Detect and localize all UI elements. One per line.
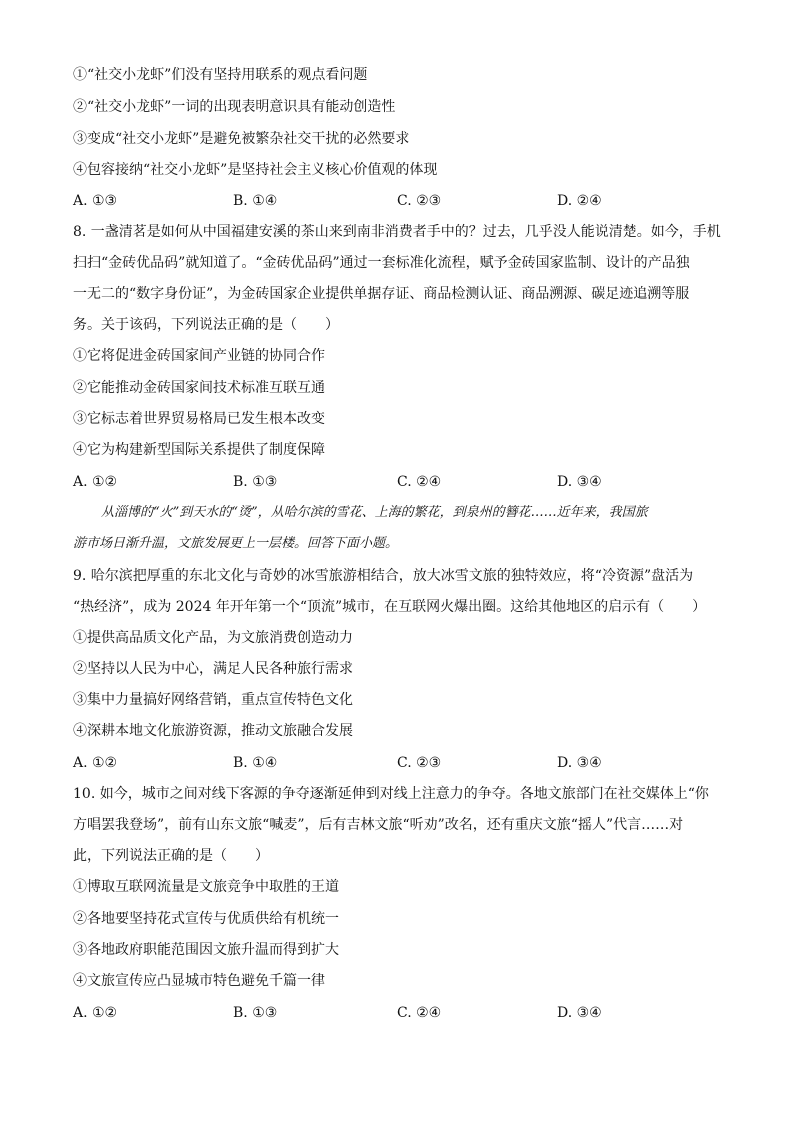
- q9-option-b: B. ①④: [233, 755, 278, 771]
- q7-option-b: B. ①④: [233, 193, 278, 209]
- q8-statement-1: ①它将促进金砖国家间产业链的协同合作: [73, 348, 325, 364]
- q9-option-d: D. ③④: [557, 755, 602, 771]
- q7-option-a: A. ①③: [73, 193, 118, 209]
- q10-option-b: B. ①③: [233, 1005, 278, 1021]
- q10-stem-line-2: 方唱罢我登场”，前有山东文旅“喊麦”，后有吉林文旅“听劝”改名，还有重庆文旅“摇人”代言……对: [73, 817, 684, 833]
- q10-option-c: C. ②④: [397, 1005, 442, 1021]
- material-line-1: 从淄博的“火”到天水的“烫”，从哈尔滨的雪花、上海的繁花，到泉州的簪花……近年来，我国旅: [101, 505, 648, 520]
- q7-statement-2: ②“社交小龙虾”一词的出现表明意识具有能动创造性: [73, 99, 396, 115]
- q7-statement-3: ③变成“社交小龙虾”是避免被繁杂社交干扰的必然要求: [73, 131, 410, 147]
- material-line-2: 游市场日渐升温，文旅发展更上一层楼。回答下面小题。: [73, 536, 399, 551]
- q10-stem-line-1: 10. 如今，城市之间对线下客源的争夺逐渐延伸到对线上注意力的争夺。各地文旅部门在社交媒体上“你: [73, 786, 709, 802]
- q7-option-d: D. ②④: [557, 193, 602, 209]
- q9-statement-2: ②坚持以人民为中心，满足人民各种旅行需求: [73, 661, 353, 677]
- q8-option-b: B. ①③: [233, 474, 278, 490]
- q8-option-c: C. ②④: [397, 474, 442, 490]
- q10-stem-line-3: 此，下列说法正确的是（ ）: [73, 848, 269, 864]
- q9-stem-line-1: 9. 哈尔滨把厚重的东北文化与奇妙的冰雪旅游相结合，放大冰雪文旅的独特效应，将“冷资源”盘活为: [73, 568, 694, 584]
- q8-option-d: D. ③④: [557, 474, 602, 490]
- q9-stem-line-2: “热经济”，成为 2024 年开年第一个“顶流”城市，在互联网火爆出圈。这给其他地区的启示有（ ）: [73, 599, 707, 615]
- q8-statement-3: ③它标志着世界贸易格局已发生根本改变: [73, 411, 325, 427]
- q8-stem-line-1: 8. 一盏清茗是如何从中国福建安溪的茶山来到南非消费者手中的？过去，几乎没人能说清楚。如今，手机: [73, 224, 721, 240]
- q9-option-a: A. ①②: [73, 755, 118, 771]
- q9-statement-4: ④深耕本地文化旅游资源，推动文旅融合发展: [73, 723, 353, 739]
- q10-statement-3: ③各地政府职能范围因文旅升温而得到扩大: [73, 942, 339, 958]
- q8-stem-line-4: 务。关于该码，下列说法正确的是（ ）: [73, 317, 339, 333]
- q8-statement-2: ②它能推动金砖国家间技术标准互联互通: [73, 380, 325, 396]
- q7-statement-4: ④包容接纳“社交小龙虾”是坚持社会主义核心价值观的体现: [73, 162, 438, 178]
- q10-option-d: D. ③④: [557, 1005, 602, 1021]
- q10-statement-2: ②各地要坚持花式宣传与优质供给有机统一: [73, 911, 339, 927]
- q7-statement-1: ①“社交小龙虾”们没有坚持用联系的观点看问题: [73, 67, 368, 83]
- q8-stem-line-2: 扫扫“金砖优品码”就知道了。“金砖优品码”通过一套标准化流程，赋予金砖国家监制、设计的产品独: [73, 255, 690, 271]
- q9-statement-1: ①提供高品质文化产品，为文旅消费创造动力: [73, 630, 353, 646]
- q8-stem-line-3: 一无二的“数字身份证”，为金砖国家企业提供单据存证、商品检测认证、商品溯源、碳足迹追溯等服: [73, 286, 690, 302]
- q9-statement-3: ③集中力量搞好网络营销，重点宣传特色文化: [73, 692, 353, 708]
- q9-option-c: C. ②③: [397, 755, 442, 771]
- q10-statement-1: ①博取互联网流量是文旅竞争中取胜的王道: [73, 879, 339, 895]
- q8-option-a: A. ①②: [73, 474, 118, 490]
- q10-option-a: A. ①②: [73, 1005, 118, 1021]
- q7-option-c: C. ②③: [397, 193, 442, 209]
- q8-statement-4: ④它为构建新型国际关系提供了制度保障: [73, 442, 325, 458]
- q10-statement-4: ④文旅宣传应凸显城市特色避免千篇一律: [73, 973, 325, 989]
